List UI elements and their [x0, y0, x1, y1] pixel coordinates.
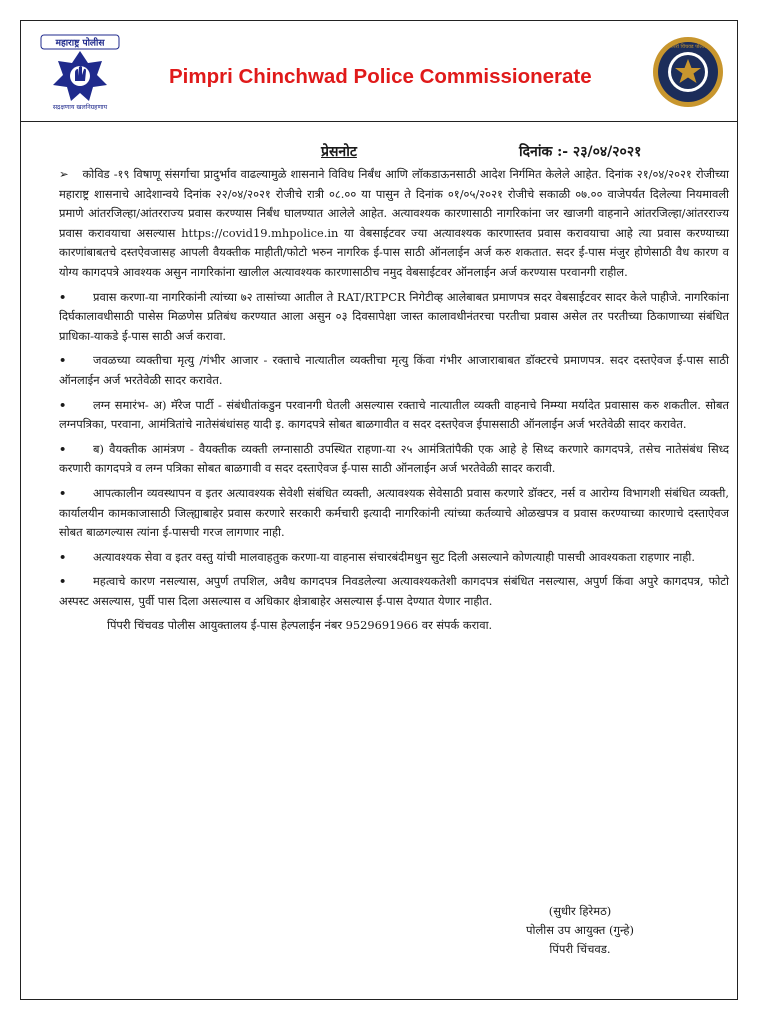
bullet-text: महत्वाचे कारण नसल्यास, अपुर्ण तपशिल, अवैध कागदपत्र निवडलेल्या अत्यावश्यकतेशी कागदपत्र संबंधित नसल्यास, अपुर्ण किंवा अपुरे कागदपत्र, फोटो अस्पस्ट असल्यास, पुर्वी पास दिला असल्यास व अधिकार क्षेत्राबाहेर असल्यास ई-पास देण्यात येणार नाहीत. — [59, 574, 729, 608]
letterhead — [21, 21, 737, 122]
bullet-item — [59, 351, 729, 390]
bullet-text: अत्यावश्यक सेवा व इतर वस्तु यांची मालवाहतुक करणा-या वाहनास संचारबंदीमधुन सुट दिली असल्याने कोणत्याही पासची आवश्यकता राहणार नाही. — [93, 549, 695, 564]
title-row — [59, 143, 729, 165]
logo-left-motto: सद्रक्षणाय खलनिग्रहणाय — [52, 104, 108, 111]
bullet-text: जवळच्या व्यक्तीचा मृत्यु /गंभीर आजार - रक्ताचे नात्यातील व्यक्तीचा मृत्यु किंवा गंभीर आजाराबाबत डॉक्टरचे प्रमाणपत्र. सदर दस्तऐवज ई-पास साठी ऑनलाईन अर्ज भरतेवेळी सादर करावेत. — [59, 353, 729, 387]
logo-left-text: महाराष्ट्र पोलीस — [55, 38, 105, 49]
intro-text: कोविड -१९ विषाणू संसर्गाचा प्रादुर्भाव वाढल्यामुळे शासनाने विविध निर्बंध आणि लॉकडाऊनसाठी आदेश निर्गमित केलेले आहेत. दिनांक २१/०४/२०२१ रोजीच्या महाराष्ट्र शासनाचे आदेशान्वये दिनांक २२/०४/२०२१ रोजीचे रात्री ०८.०० या पासुन ते दिनांक ०१/०५/२०२१ रोजीचे सकाळी ०७.०० वाजेपर्यत दिलेल्या नियमावली प्रमाणे आंतरजिल्हा/आंतरराज्य प्रवास करण्यास निर्बंध घालण्यात आलेले आहेत. अत्यावश्यक कारणासाठी नागरिकांना जर खाजगी वाहनाने आंतरजिल्हा/आंतरराज्य प्रवास करावयाचा असल्यास https://covid19.mhpolice.in या वेबसाईटवर ज्या अत्यावश्यक कारणास्तव प्रवास करावयाचा आहे त्या प्रवास करण्याच्या कारणांबाबतचे दस्तऐवजासह आपली वैयक्तीक माहीती/फोटो भरुन नागरिक ई-पास साठी ऑनलाईन अर्ज करु शकतात. सदर ई-पास मंजुर होणेसाठी वैध कारण व योग्य कागदपत्रे आवश्यक असुन नागरिकांना खालील अत्यावश्यक कारणासाठीच नमुद वेबसाईटवर ऑनलाईन अर्ज करण्यास परवानगी राहील. — [59, 167, 729, 279]
document-frame — [20, 20, 738, 1000]
press-note-title: प्रेसनोट — [321, 144, 357, 160]
bullet-item — [59, 484, 729, 543]
arrow-marker-icon: ➢ — [59, 167, 69, 181]
bullet-icon: • — [59, 441, 67, 456]
intro-paragraph — [59, 165, 729, 283]
bullet-icon: • — [59, 574, 67, 589]
commissionerate-seal-logo — [651, 35, 725, 109]
press-note-date: दिनांक :- २३/०४/२०२१ — [519, 144, 642, 160]
bullet-icon: • — [59, 397, 67, 412]
bullet-icon: • — [59, 289, 67, 304]
bullet-text: प्रवास करणा-या नागरिकांनी त्यांच्या ७२ तासांच्या आतील ते RAT/RTPCR निगेटीव्ह आलेबाबत प्रमाणपत्र सदर वेबसाईटवर सादर केले पाहीजे. नागरिकांना दिर्घकालावधीसाठी पासेस मिळणेस प्रतिबंध करण्यात आला असुन ०३ दिवसापेक्षा जास्त कालावधीनंतरचा परतीचा प्रवास असेल तर परतीच्या ठिकाणाच्या संबंधित प्राधिका-याकडे ई-पास साठी अर्ज करावा. — [59, 289, 729, 343]
helpline-text: पिंपरी चिंचवड पोलीस आयुक्तालय ई-पास हेल्पलाईन नंबर 9529691966 वर संपर्क करावा. — [107, 618, 493, 633]
bullet-item — [59, 440, 729, 479]
press-note-body — [59, 143, 729, 636]
organization-title: Pimpri Chinchwad Police Commissionerate — [169, 65, 592, 88]
bullet-icon: • — [59, 485, 67, 500]
maharashtra-police-logo — [39, 31, 121, 113]
bullet-item — [59, 396, 729, 435]
bullet-item — [59, 572, 729, 611]
bullet-icon: • — [59, 549, 67, 564]
signatory-location: पिंपरी चिंचवड. — [549, 942, 611, 956]
bullet-text: आपत्कालीन व्यवस्थापन व इतर अत्यावश्यक सेवेशी संबंधित व्यक्ती, अत्यावश्यक सेवेसाठी प्रवास करणारे डॉक्टर, नर्स व आरोग्य विभागशी संबंधित व्यक्ती, कार्यालयीन कामकाजासाठी जिल्ह्याबाहेर प्रवास करणारे सरकारी कर्मचारी इत्यादी नागरिकांनी त्यांच्या कर्तव्याचे ओळखपत्र व प्रवास करण्याच्या कारणाचे दस्ताऐवज सोबत बाळगल्यास त्यांना ई-पासची गरज लागणार नाही. — [59, 485, 729, 540]
bullet-item — [59, 288, 729, 347]
bullet-text: लग्न समारंभ- अ) मॅरेज पार्टी - संबंधीतांकडुन परवानगी घेतली असल्यास रक्ताचे नात्यातील व्यक्ती वाहनाचे निम्म्या मर्यादेत प्रवासास करु शकतील. सोबत लग्नपत्रिका, परवाना, आमंत्रितांचे नातेसंबंधांसह यादी इ. कागदपत्रे सोबत बाळगावीत व सदर दस्तऐवज ईपाससाठी ऑनलाईन अर्ज भरतेवेळी सादर करावेत. — [59, 397, 729, 432]
bullet-item — [59, 548, 729, 568]
signature-block — [460, 902, 700, 959]
signatory-designation: पोलीस उप आयुक्त (गुन्हे) — [526, 923, 634, 937]
bullet-icon: • — [59, 353, 67, 368]
bullet-text: ब) वैयक्तीक आमंत्रण - वैयक्तीक व्यक्ती लग्नासाठी उपस्थित राहणा-या २५ आमंत्रितांपैकी एक आहे हे सिध्द करणारे कागदपत्रे, तसेच नातेसंबंध सिध्द करणारी कागदपत्रे व लग्न पत्रिका सोबत बाळगावी व सदर दस्ताऐवज ई-पास साठी ऑनलाईन अर्ज भरतेवेळी सादर करावी. — [59, 441, 729, 476]
signatory-name: (सुधीर हिरेमठ) — [548, 904, 612, 918]
seal-text: पिंपरी चिंचवड पोलीस — [668, 44, 708, 50]
